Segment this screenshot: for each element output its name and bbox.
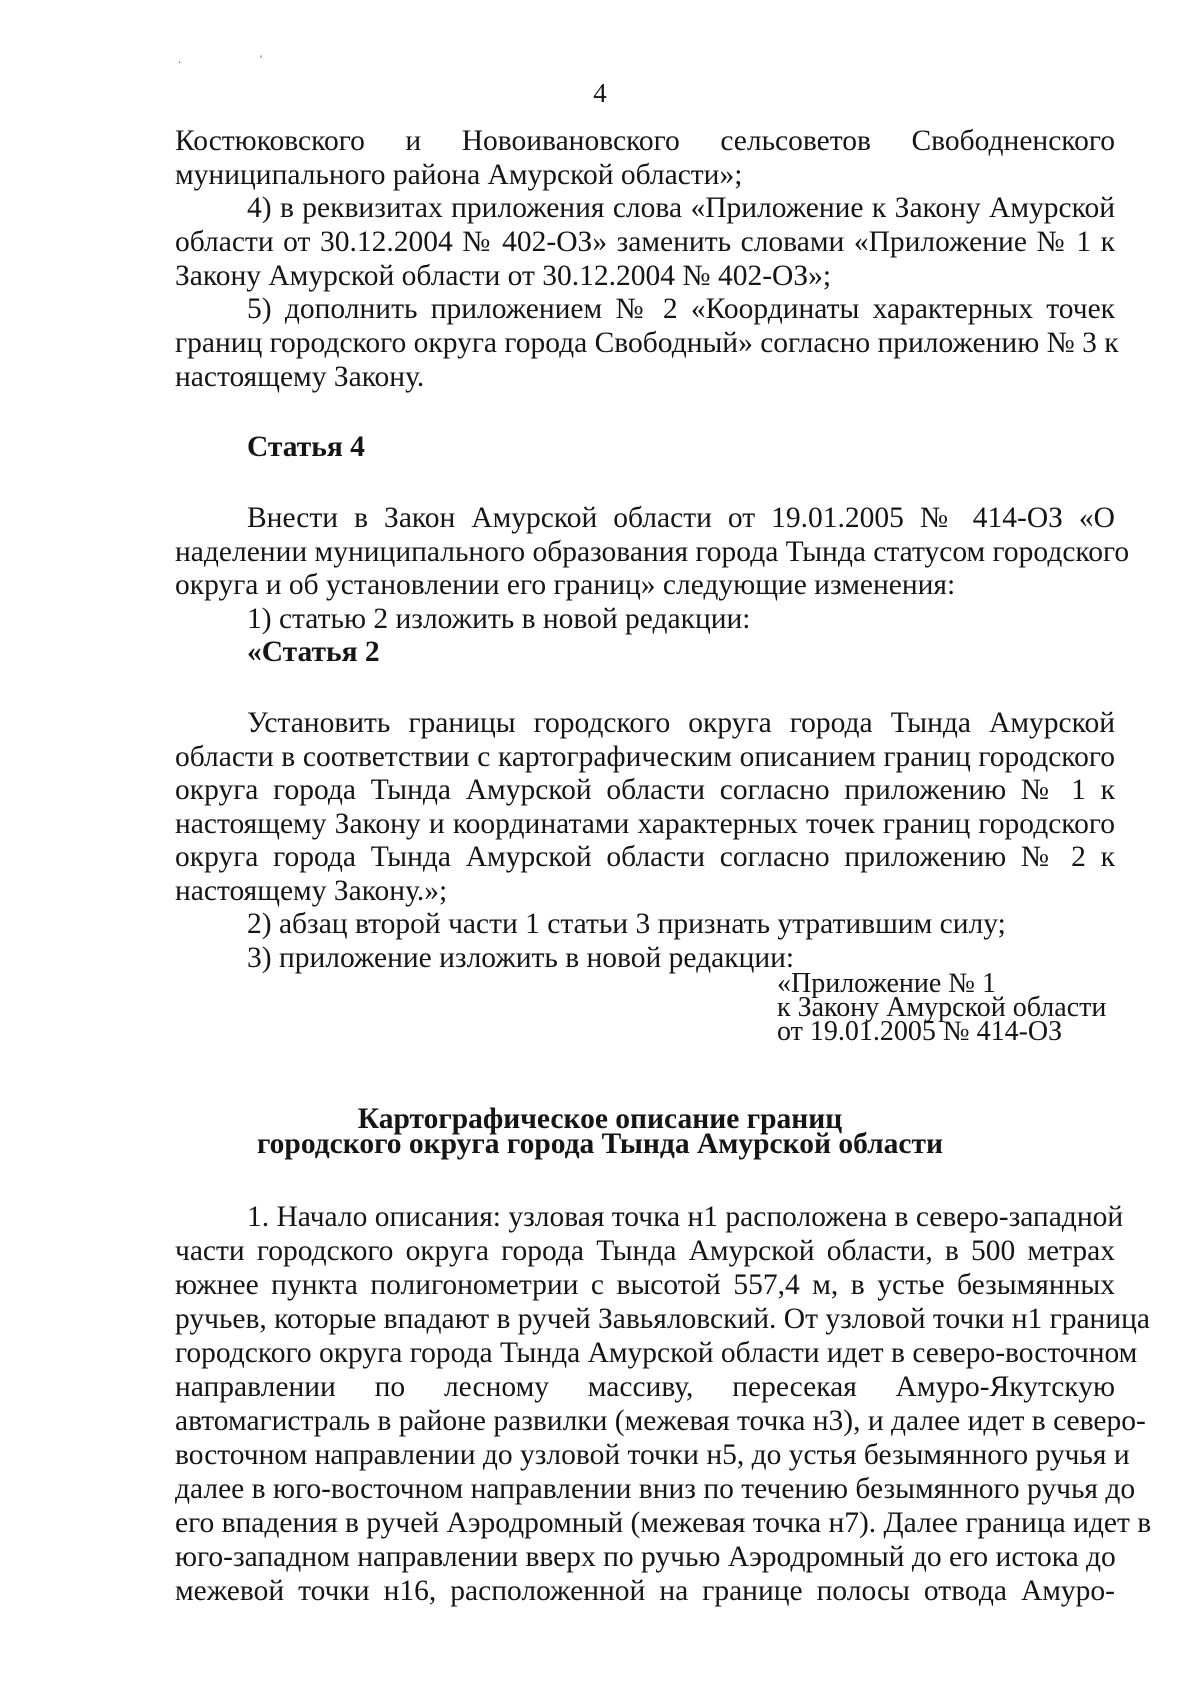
text-line: его впадения в ручей Аэродромный (межевая точка н7). Далее граница идет в	[175, 1507, 1152, 1539]
text-line: Установить границы городского округа города Тында Амурской	[247, 707, 1115, 739]
text-line: ручьев, которые впадают в ручей Завьяловский. От узловой точки н1 граница	[175, 1303, 1151, 1335]
text-line: настоящему Закону и координатами характерных точек границ городского	[175, 808, 1115, 840]
appendix-note: к Закону Амурской области	[777, 992, 1107, 1023]
text-line: наделении муниципального образования города Тында статусом городского	[175, 536, 1130, 568]
text-line: восточном направлении до узловой точки н5, до устья безымянного ручья и	[175, 1439, 1130, 1471]
text-line: муниципального района Амурской области»;	[175, 159, 743, 191]
text-line: 1) статью 2 изложить в новой редакции:	[247, 603, 751, 635]
text-line: настоящему Закону.»;	[175, 875, 448, 907]
text-line: 1. Начало описания: узловая точка н1 расположена в северо-западной	[247, 1201, 1124, 1233]
scan-specks: . '	[178, 52, 301, 66]
article-heading: «Статья 2	[247, 636, 380, 668]
text-line: области в соответствии с картографическим описанием границ городского	[175, 741, 1115, 773]
text-line: округа города Тында Амурской области согласно приложению № 1 к	[175, 774, 1115, 806]
text-line: юго-западном направлении вверх по ручью Аэродромный до его истока до	[175, 1541, 1116, 1573]
text-line: направлении по лесному массиву, пересекая Амуро-Якутскую	[175, 1371, 1115, 1403]
text-line: автомагистраль в районе развилки (межевая точка н3), и далее идет в северо-	[175, 1405, 1146, 1437]
text-line: далее в юго-восточном направлении вниз по течению безымянного ручья до	[175, 1473, 1136, 1505]
text-line: 4) в реквизитах приложения слова «Приложение к Закону Амурской	[247, 192, 1115, 224]
text-line: Внести в Закон Амурской области от 19.01.2005 № 414-ОЗ «О	[247, 502, 1115, 534]
text-line: 2) абзац второй части 1 статьи 3 признать утратившим силу;	[247, 908, 1006, 940]
appendix-note: «Приложение № 1	[777, 968, 996, 999]
text-line: южнее пункта полигонометрии с высотой 557,4 м, в устье безымянных	[175, 1269, 1115, 1301]
text-line: округа и об установлении его границ» следующие изменения:	[175, 569, 956, 601]
text-line: городского округа города Тында Амурской области идет в северо-восточном	[175, 1337, 1138, 1369]
text-line: части городского округа города Тында Амурской области, в 500 метрах	[175, 1235, 1115, 1267]
text-line: Закону Амурской области от 30.12.2004 № 402-ОЗ»;	[175, 260, 832, 292]
text-line: 5) дополнить приложением № 2 «Координаты характерных точек	[247, 293, 1115, 325]
text-line: границ городского округа города Свободный» согласно приложению № 3 к	[175, 327, 1119, 359]
text-line: Костюковского и Новоивановского сельсоветов Свободненского	[175, 125, 1115, 157]
text-line: межевой точки н16, расположенной на границе полосы отвода Амуро-	[175, 1575, 1115, 1607]
page-number: 4	[593, 78, 607, 108]
appendix-note: от 19.01.2005 № 414-ОЗ	[777, 1016, 1063, 1047]
text-line: 3) приложение изложить в новой редакции:	[247, 942, 795, 974]
article-heading: Статья 4	[247, 431, 365, 463]
section-title: Картографическое описание границ	[357, 1103, 843, 1135]
text-line: области от 30.12.2004 № 402-ОЗ» заменить словами «Приложение № 1 к	[175, 226, 1115, 258]
text-line: округа города Тында Амурской области согласно приложению № 2 к	[175, 841, 1115, 873]
section-title: городского округа города Тында Амурской области	[257, 1128, 943, 1160]
text-line: настоящему Закону.	[175, 361, 425, 393]
